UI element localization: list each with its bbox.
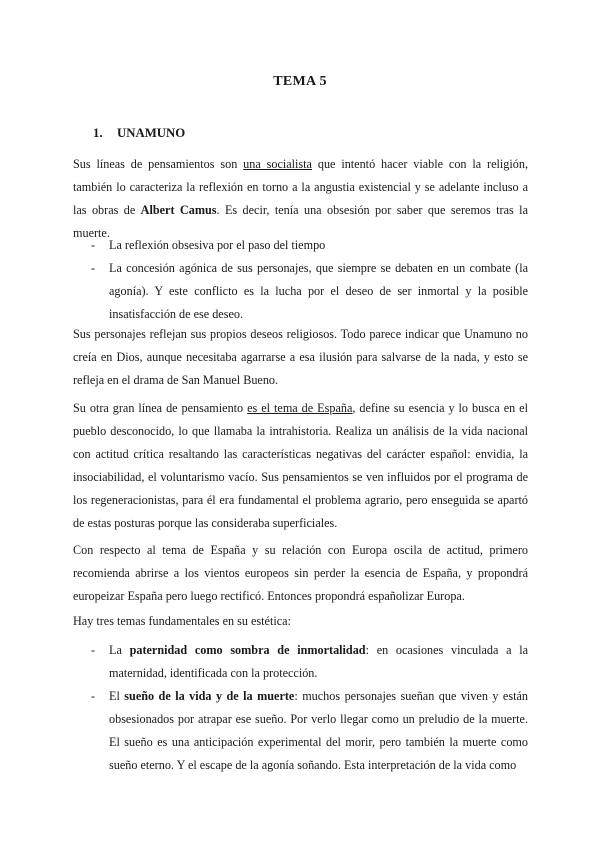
text-span: El: [109, 689, 125, 703]
paragraph-europa: [73, 539, 528, 608]
dash-bullet: -: [91, 261, 96, 275]
paragraph-text: Hay tres temas fundamentales en su estética:: [73, 614, 291, 628]
text-span: , define su esencia y lo busca en el pueblo desconocido, lo que llamaba la intrahistoria. Realiza un análisis de la vida nacional con actitud crítica resaltando las características negativas del carácter español: envidia, la insociabilidad, el voluntarismo vacío. Sus pensamientos se ven influidos por el programa de los regeneracionistas, para él era fundamental el problema agrario, pero enseguida se apartó de estas posturas porque las consideraba superficiales.: [73, 401, 528, 530]
list-item: [73, 257, 528, 326]
dash-bullet: -: [91, 689, 96, 703]
bold-text: Albert Camus: [140, 203, 217, 217]
text-span: : en ocasiones vinculada a la maternidad, identificada con la protección.: [109, 643, 528, 680]
paragraph-text: Sus personajes reflejan sus propios deseos religiosos. Todo parece indicar que Unamuno no creía en Dios, aunque necesitaba agarrarse a esa ilusión para salvarse de la nada, y esto se refleja en el drama de San Manuel Bueno.: [73, 327, 528, 387]
text-span: La: [109, 643, 130, 657]
text-span: : muchos personajes sueñan que viven y están obsesionados por atrapar ese sueño. Por verlo llegar como un preludio de la muerte. El sueño es una anticipación experimental del morir, pero también la muerte como sueño eterno. Y el escape de la agonía soñando. Esta interpretación de la vida como: [109, 689, 528, 772]
underlined-text: es el tema de España: [247, 401, 353, 415]
page-title: TEMA 5: [273, 74, 327, 89]
text-span: Sus líneas de pensamientos son: [73, 157, 244, 171]
text-span: . Es decir, tenía una obsesión por saber que seremos tras la muerte.: [73, 203, 528, 240]
paragraph-intro: [73, 153, 528, 245]
list-item-text: La concesión agónica de sus personajes, que siempre se debaten en un combate (la agonía). Y este conflicto es la lucha por el deseo de ser inmortal y la posible insatisfacción de ese deseo.: [109, 261, 528, 321]
section-title: UNAMUNO: [117, 126, 186, 140]
underlined-text: una socialista: [243, 157, 312, 171]
text-span: Su otra gran línea de pensamiento: [73, 401, 248, 415]
bullet-list-1: [73, 234, 528, 326]
bold-text: paternidad como sombra de inmortalidad: [129, 643, 366, 657]
paragraph-espana: [73, 397, 528, 535]
list-item: [73, 639, 528, 685]
section-heading: [93, 126, 185, 141]
bold-text: sueño de la vida y de la muerte: [124, 689, 295, 703]
list-item: [73, 234, 528, 257]
paragraph-text: Con respecto al tema de España y su relación con Europa oscila de actitud, primero recomienda abrirse a los vientos europeos sin perder la esencia de España, y propondrá europeizar España pero luego rectificó. Entonces propondrá españolizar Europa.: [73, 543, 528, 603]
dash-bullet: -: [91, 643, 96, 657]
paragraph-temas: [73, 610, 528, 633]
dash-bullet: -: [91, 238, 96, 252]
text-span: que intentó hacer viable con la religión, también lo caracteriza la reflexión en torno a la angustia existencial y se adelante incluso a las obras de: [73, 157, 529, 217]
list-item: [73, 685, 528, 777]
paragraph-personajes: [73, 323, 528, 392]
section-number: 1.: [93, 126, 103, 140]
list-item-text: La reflexión obsesiva por el paso del tiempo: [109, 238, 326, 252]
bullet-list-2: [73, 639, 528, 777]
